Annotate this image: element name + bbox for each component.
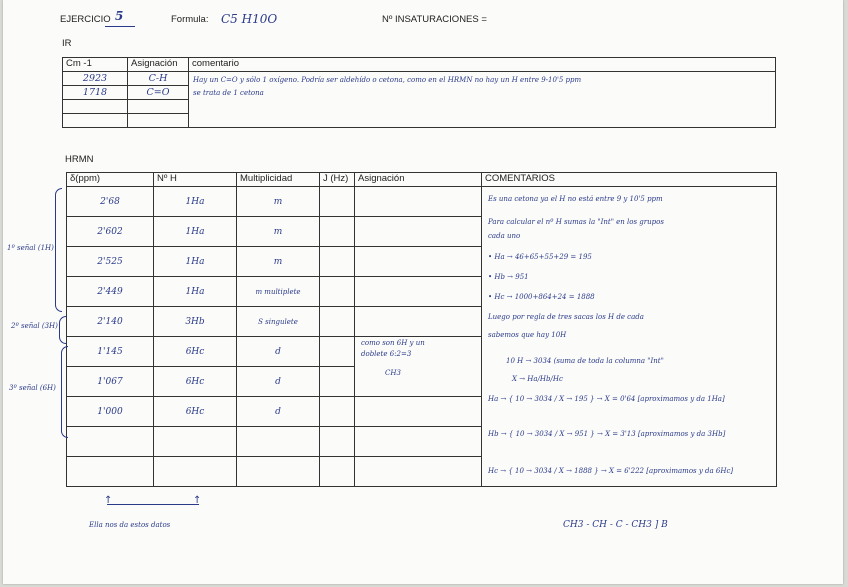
hrmn-cell-ppm: 2'140 (67, 307, 154, 337)
hrmn-cell-asignacion (355, 217, 482, 247)
hrmn-comments-cell (482, 187, 777, 487)
hrmn-cell-mult: m (237, 247, 320, 277)
bottom-note: Ella nos da estos datos (89, 521, 171, 529)
ir-section-label: IR (62, 38, 72, 49)
signal-1-label: 1º señal (1H) (7, 244, 54, 252)
hrmn-cell-ppm: 2'525 (67, 247, 154, 277)
hrmn-empty-cell (67, 457, 154, 487)
hrmn-cell-j (320, 247, 355, 277)
hrmn-empty-cell (355, 427, 482, 457)
ir-comment-cell (189, 72, 776, 128)
arrow-up-icon: ↑ (193, 495, 202, 506)
ir-empty-cell (63, 114, 128, 128)
hrmn-cell-nh: 1Ha (154, 217, 237, 247)
hrmn-cell-mult: m (237, 187, 320, 217)
hrmn-header-mult: Multiplicidad (237, 173, 320, 187)
asig-note-line: CH3 (385, 369, 401, 377)
molecular-structure: CH3 - CH - C - CH3 ] B (563, 520, 668, 530)
hrmn-cell-asignacion (355, 307, 482, 337)
hrmn-header-asignacion: Asignación (355, 173, 482, 187)
hrmn-empty-cell (320, 457, 355, 487)
ir-comment-line2: se trata de 1 cetona (193, 89, 264, 97)
signal-2-brace (59, 316, 66, 344)
formula-value: C5 H10O (221, 12, 278, 26)
ir-cell-asignacion: C-H (128, 72, 189, 86)
hrmn-cell-j (320, 187, 355, 217)
hrmn-cell-j (320, 367, 355, 397)
hrmn-header-comentarios: COMENTARIOS (482, 173, 777, 187)
hrmn-cell-j (320, 277, 355, 307)
hrmn-cell-nh: 6Hc (154, 367, 237, 397)
ir-header-comentario: comentario (189, 58, 776, 72)
comment-line: X → Ha/Hb/Hc (512, 375, 563, 383)
comment-line: • Hb → 951 (488, 273, 529, 281)
hrmn-cell-asignacion (355, 247, 482, 277)
hrmn-empty-cell (67, 427, 154, 457)
bottom-bracket (107, 504, 199, 505)
ir-empty-cell (128, 100, 189, 114)
hrmn-empty-cell (154, 457, 237, 487)
ir-header-cm: Cm -1 (63, 58, 128, 72)
hrmn-section-label: HRMN (65, 154, 94, 165)
hrmn-cell-mult: d (237, 367, 320, 397)
hrmn-empty-cell (237, 457, 320, 487)
hrmn-cell-asignacion (355, 397, 482, 427)
comment-line: Luego por regla de tres sacas los H de cada (488, 313, 644, 321)
hrmn-table (66, 172, 777, 487)
hrmn-cell-ppm: 1'067 (67, 367, 154, 397)
ir-cell-asignacion: C=O (128, 86, 189, 100)
hrmn-cell-ppm: 2'449 (67, 277, 154, 307)
hrmn-cell-mult: d (237, 397, 320, 427)
ir-cell-cm: 1718 (63, 86, 128, 100)
comment-line: Ha → { 10 → 3034 / X → 195 } → X = 0'64 [aproximamos y da 1Ha] (488, 395, 725, 403)
ir-header-asignacion: Asignación (128, 58, 189, 72)
ir-empty-cell (128, 114, 189, 128)
worksheet (3, 0, 843, 584)
hrmn-empty-cell (237, 427, 320, 457)
comment-line: • Hc → 1000+864+24 = 1888 (488, 293, 595, 301)
comment-line: Para calcular el nº H sumas la "Int" en los grupos (488, 218, 664, 226)
comment-line: 10 H → 3034 (suma de toda la columna "Int" (506, 357, 664, 365)
comment-line: Es una cetona ya el H no está entre 9 y 10'5 ppm (488, 195, 663, 203)
ejercicio-label: EJERCICIO (60, 14, 111, 25)
signal-3-label: 3º señal (6H) (9, 384, 56, 392)
hrmn-empty-cell (355, 457, 482, 487)
formula-label: Formula: (171, 14, 209, 25)
hrmn-empty-cell (154, 427, 237, 457)
signal-1-brace (55, 188, 62, 312)
hrmn-cell-nh: 1Ha (154, 247, 237, 277)
ir-comment-line1: Hay un C=O y sólo 1 oxígeno. Podría ser aldehído o cetona, como en el HRMN no hay un H entre 9-10'5 ppm (193, 76, 582, 84)
hrmn-cell-j (320, 307, 355, 337)
comment-line: Hb → { 10 → 3034 / X → 951 } → X = 3'13 [aproximamos y da 3Hb] (488, 430, 726, 438)
hrmn-cell-mult: m (237, 217, 320, 247)
ir-empty-cell (63, 100, 128, 114)
hrmn-cell-mult: m multiplete (237, 277, 320, 307)
hrmn-cell-ppm: 1'145 (67, 337, 154, 367)
hrmn-cell-asignacion (355, 277, 482, 307)
ir-cell-cm: 2923 (63, 72, 128, 86)
hrmn-cell-j (320, 397, 355, 427)
signal-2-label: 2º señal (3H) (11, 322, 58, 330)
comment-line: Hc → { 10 → 3034 / X → 1888 } → X = 6'222 [aproximamos y da 6Hc] (488, 467, 734, 475)
comment-line: • Ha → 46+65+55+29 = 195 (488, 253, 592, 261)
arrow-up-icon: ↑ (104, 495, 113, 506)
hrmn-cell-j (320, 217, 355, 247)
hrmn-cell-mult: d (237, 337, 320, 367)
insaturaciones-label: Nº INSATURACIONES = (382, 14, 487, 25)
hrmn-cell-ppm: 2'602 (67, 217, 154, 247)
ejercicio-underline (105, 26, 135, 27)
comment-line: cada uno (488, 232, 521, 240)
hrmn-cell-ppm: 2'68 (67, 187, 154, 217)
hrmn-asignacion-note (355, 337, 482, 397)
hrmn-cell-ppm: 1'000 (67, 397, 154, 427)
hrmn-cell-nh: 1Ha (154, 277, 237, 307)
hrmn-cell-asignacion (355, 187, 482, 217)
hrmn-header-ppm: δ(ppm) (67, 173, 154, 187)
hrmn-cell-mult: S singulete (237, 307, 320, 337)
hrmn-cell-nh: 1Ha (154, 187, 237, 217)
hrmn-cell-j (320, 337, 355, 367)
signal-3-brace (61, 346, 68, 438)
ir-table (62, 57, 776, 128)
comment-line: sabemos que hay 10H (488, 331, 567, 339)
hrmn-header-nh: Nº H (154, 173, 237, 187)
hrmn-cell-nh: 6Hc (154, 397, 237, 427)
asig-note-line: doblete 6:2=3 (361, 350, 412, 358)
hrmn-header-j: J (Hz) (320, 173, 355, 187)
hrmn-cell-nh: 6Hc (154, 337, 237, 367)
hrmn-empty-cell (320, 427, 355, 457)
hrmn-cell-nh: 3Hb (154, 307, 237, 337)
asig-note-line: como son 6H y un (361, 339, 425, 347)
ejercicio-value: 5 (115, 9, 124, 23)
